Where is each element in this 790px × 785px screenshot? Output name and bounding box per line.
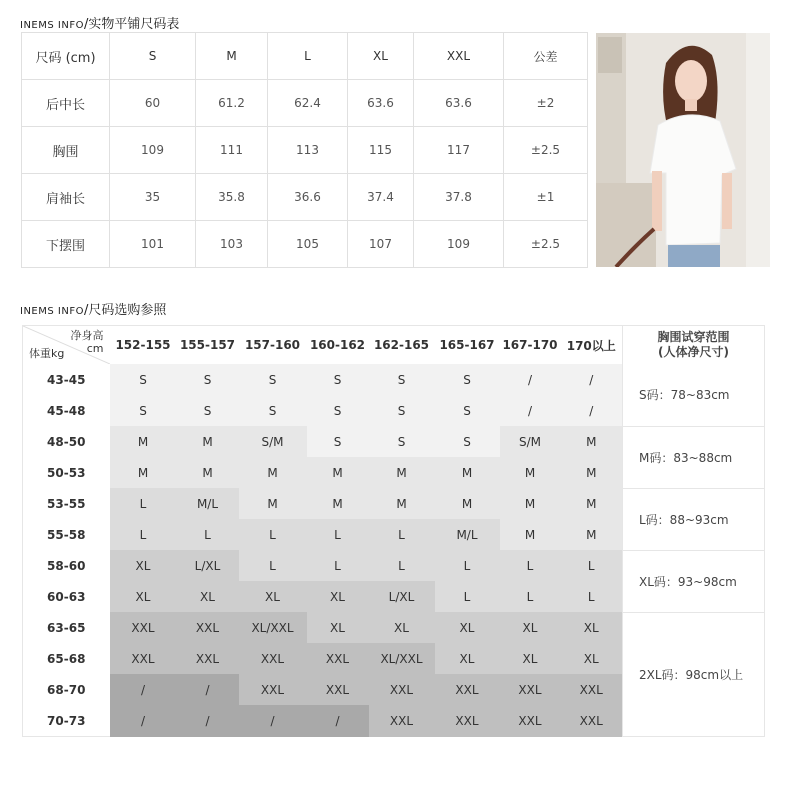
height-header-cell: 160-162 (307, 326, 369, 365)
size-recommendation-cell: M (369, 488, 435, 519)
ref-row (23, 488, 765, 519)
size-recommendation-cell: / (177, 705, 239, 737)
size-recommendation-cell: XXL (500, 705, 561, 737)
size-recommendation-cell: L (500, 581, 561, 612)
size-value-cell: 37.4 (348, 174, 414, 221)
size-recommendation-cell: L (561, 581, 623, 612)
size-recommendation-cell: S (239, 364, 307, 395)
weight-cell: 45-48 (23, 395, 110, 426)
size-recommendation-cell: S (307, 426, 369, 457)
size-header-cell: XXL (414, 33, 504, 80)
size-value-cell: 60 (110, 80, 196, 127)
size-value-cell: ±2 (504, 80, 588, 127)
size-value-cell: ±2.5 (504, 221, 588, 268)
size-recommendation-cell: XXL (307, 643, 369, 674)
size-recommendation-cell: / (307, 705, 369, 737)
size-recommendation-cell: S (435, 426, 500, 457)
size-row (22, 174, 588, 221)
size-recommendation-cell: / (110, 705, 177, 737)
size-recommendation-cell: / (239, 705, 307, 737)
size-header-cell: S (110, 33, 196, 80)
size-row (22, 127, 588, 174)
ref-header-row (23, 326, 765, 365)
size-recommendation-cell: M (561, 488, 623, 519)
size-value-cell: 36.6 (268, 174, 348, 221)
size-chart-table (21, 32, 588, 268)
size-recommendation-cell: M/L (435, 519, 500, 550)
size-value-cell: 109 (414, 221, 504, 268)
size-recommendation-cell: XL (500, 612, 561, 643)
size-recommendation-cell: XXL (561, 674, 623, 705)
size-value-cell: 101 (110, 221, 196, 268)
size-recommendation-cell: XXL (110, 643, 177, 674)
size-recommendation-cell: XL (307, 581, 369, 612)
size-recommendation-cell: L (561, 550, 623, 581)
size-recommendation-cell: M (177, 426, 239, 457)
size-recommendation-cell: XXL (435, 705, 500, 737)
chest-range-cell: S码：78~83cm (623, 364, 765, 426)
weight-cell: 53-55 (23, 488, 110, 519)
size-header-row (22, 33, 588, 80)
size-value-cell: 113 (268, 127, 348, 174)
size-recommendation-cell: S (307, 395, 369, 426)
size-recommendation-cell: M/L (177, 488, 239, 519)
size-recommendation-cell: XXL (500, 674, 561, 705)
size-value-cell: 63.6 (348, 80, 414, 127)
size-measure-label: 后中长 (22, 80, 110, 127)
size-recommendation-cell: / (500, 395, 561, 426)
size-recommendation-cell: XXL (369, 674, 435, 705)
height-header-cell: 162-165 (369, 326, 435, 365)
size-recommendation-cell: M (561, 519, 623, 550)
weight-cell: 55-58 (23, 519, 110, 550)
size-recommendation-cell: XL (177, 581, 239, 612)
size-title-en: INEMS INFO (20, 20, 84, 31)
corner-height-label: 净身高 cm (70, 329, 104, 355)
height-header-cell: 152-155 (110, 326, 177, 365)
range-header-cell: 胸围试穿范围 (人体净尺寸) (623, 326, 765, 365)
size-recommendation-cell: M (561, 457, 623, 488)
size-value-cell: 35 (110, 174, 196, 221)
size-recommendation-cell: XXL (369, 705, 435, 737)
size-recommendation-cell: L (435, 550, 500, 581)
size-recommendation-cell: M (500, 457, 561, 488)
corner-weight-label: 体重kg (29, 347, 65, 360)
size-title-zh: /实物平铺尺码表 (83, 17, 180, 32)
ref-corner-cell (23, 326, 110, 365)
size-recommendation-cell: L/XL (369, 581, 435, 612)
size-recommendation-cell: L (307, 519, 369, 550)
size-recommendation-cell: S/M (239, 426, 307, 457)
size-recommendation-cell: / (110, 674, 177, 705)
size-recommendation-cell: L (177, 519, 239, 550)
model-wearing-white-tshirt-icon (596, 33, 770, 267)
size-recommendation-cell: XL (110, 581, 177, 612)
height-header-cell: 157-160 (239, 326, 307, 365)
height-header-cell: 167-170 (500, 326, 561, 365)
size-value-cell: 37.8 (414, 174, 504, 221)
chest-range-cell: L码：88~93cm (623, 488, 765, 550)
size-recommendation-cell: XL (435, 643, 500, 674)
size-recommendation-cell: M (435, 457, 500, 488)
size-recommendation-cell: XL (561, 612, 623, 643)
size-recommendation-cell: XL/XXL (239, 612, 307, 643)
size-recommendation-cell: XXL (239, 674, 307, 705)
ref-title-en: INEMS INFO (20, 306, 84, 317)
size-value-cell: 115 (348, 127, 414, 174)
size-recommendation-cell: M (500, 519, 561, 550)
size-recommendation-cell: S (435, 364, 500, 395)
ref-row (23, 364, 765, 395)
size-recommendation-cell: M (307, 457, 369, 488)
height-header-cell: 165-167 (435, 326, 500, 365)
size-value-cell: ±2.5 (504, 127, 588, 174)
size-recommendation-cell: L (307, 550, 369, 581)
size-measure-label: 胸围 (22, 127, 110, 174)
size-value-cell: 117 (414, 127, 504, 174)
size-header-cell: 公差 (504, 33, 588, 80)
weight-cell: 58-60 (23, 550, 110, 581)
ref-title-zh: /尺码选购参照 (83, 303, 167, 318)
size-recommendation-cell: S (110, 364, 177, 395)
size-recommendation-cell: L (110, 488, 177, 519)
size-recommendation-cell: / (561, 395, 623, 426)
ref-section-title (20, 299, 166, 318)
size-recommendation-cell: S (177, 395, 239, 426)
size-row (22, 221, 588, 268)
size-recommendation-cell: L (500, 550, 561, 581)
size-header-cell: M (196, 33, 268, 80)
size-recommendation-cell: M (307, 488, 369, 519)
ref-row (23, 426, 765, 457)
size-recommendation-cell: XXL (307, 674, 369, 705)
size-recommendation-cell: S (369, 395, 435, 426)
size-value-cell: 109 (110, 127, 196, 174)
size-recommendation-cell: XXL (561, 705, 623, 737)
size-measure-label: 肩袖长 (22, 174, 110, 221)
size-recommendation-cell: XXL (435, 674, 500, 705)
size-recommendation-cell: S (435, 395, 500, 426)
height-header-cell: 170以上 (561, 326, 623, 365)
size-recommendation-cell: XXL (110, 612, 177, 643)
ref-row (23, 612, 765, 643)
size-recommendation-cell: S (110, 395, 177, 426)
size-recommendation-cell: XL (435, 612, 500, 643)
size-recommendation-cell: L (239, 519, 307, 550)
chest-range-cell: 2XL码：98cm以上 (623, 612, 765, 737)
size-reference-table (22, 325, 765, 737)
size-value-cell: 61.2 (196, 80, 268, 127)
size-recommendation-cell: S/M (500, 426, 561, 457)
size-recommendation-cell: XXL (239, 643, 307, 674)
size-recommendation-cell: M (561, 426, 623, 457)
size-measure-label: 下摆围 (22, 221, 110, 268)
size-value-cell: 105 (268, 221, 348, 268)
size-header-cell: L (268, 33, 348, 80)
size-recommendation-cell: L (435, 581, 500, 612)
size-recommendation-cell: M (500, 488, 561, 519)
weight-cell: 60-63 (23, 581, 110, 612)
size-recommendation-cell: S (369, 426, 435, 457)
size-value-cell: 111 (196, 127, 268, 174)
size-recommendation-cell: XXL (177, 612, 239, 643)
size-recommendation-cell: M (110, 426, 177, 457)
size-value-cell: 107 (348, 221, 414, 268)
size-recommendation-cell: M (435, 488, 500, 519)
size-row (22, 80, 588, 127)
size-section-title (20, 13, 179, 32)
size-value-cell: 63.6 (414, 80, 504, 127)
weight-cell: 63-65 (23, 612, 110, 643)
size-recommendation-cell: M (239, 457, 307, 488)
size-recommendation-cell: / (177, 674, 239, 705)
weight-cell: 70-73 (23, 705, 110, 737)
weight-cell: 68-70 (23, 674, 110, 705)
ref-row (23, 550, 765, 581)
size-recommendation-cell: XL (239, 581, 307, 612)
size-recommendation-cell: L/XL (177, 550, 239, 581)
height-header-cell: 155-157 (177, 326, 239, 365)
chest-range-cell: XL码：93~98cm (623, 550, 765, 612)
size-recommendation-cell: XL (561, 643, 623, 674)
size-recommendation-cell: S (177, 364, 239, 395)
size-recommendation-cell: S (369, 364, 435, 395)
size-recommendation-cell: L (110, 519, 177, 550)
size-header-cell: XL (348, 33, 414, 80)
weight-cell: 43-45 (23, 364, 110, 395)
size-recommendation-cell: S (307, 364, 369, 395)
size-recommendation-cell: XL (110, 550, 177, 581)
size-recommendation-cell: M (177, 457, 239, 488)
size-recommendation-cell: / (561, 364, 623, 395)
size-recommendation-cell: XL/XXL (369, 643, 435, 674)
size-value-cell: ±1 (504, 174, 588, 221)
model-photo (596, 33, 770, 267)
size-recommendation-cell: XL (369, 612, 435, 643)
size-recommendation-cell: XL (500, 643, 561, 674)
size-value-cell: 62.4 (268, 80, 348, 127)
size-recommendation-cell: S (239, 395, 307, 426)
size-recommendation-cell: XL (307, 612, 369, 643)
size-recommendation-cell: L (369, 550, 435, 581)
size-recommendation-cell: / (500, 364, 561, 395)
chest-range-cell: M码：83~88cm (623, 426, 765, 488)
size-recommendation-cell: M (369, 457, 435, 488)
size-unit-header: 尺码 (cm) (22, 33, 110, 80)
size-value-cell: 103 (196, 221, 268, 268)
size-recommendation-cell: L (369, 519, 435, 550)
size-value-cell: 35.8 (196, 174, 268, 221)
size-recommendation-cell: L (239, 550, 307, 581)
weight-cell: 50-53 (23, 457, 110, 488)
size-recommendation-cell: XXL (177, 643, 239, 674)
size-recommendation-cell: M (110, 457, 177, 488)
size-recommendation-cell: M (239, 488, 307, 519)
weight-cell: 65-68 (23, 643, 110, 674)
weight-cell: 48-50 (23, 426, 110, 457)
